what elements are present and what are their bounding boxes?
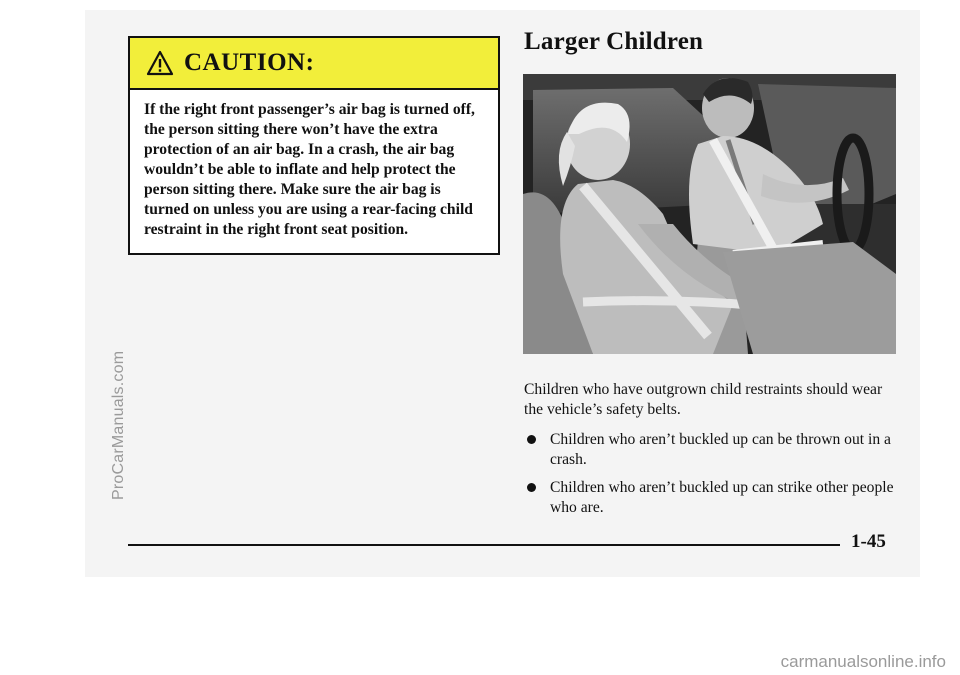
bullet-text: Children who aren’t buckled up can be thrown out in a crash. — [550, 431, 891, 468]
section-intro: Children who have outgrown child restraints should wear the vehicle’s safety belts. — [524, 381, 883, 418]
list-item — [524, 430, 904, 470]
illustration-children-seatbelt — [523, 74, 896, 354]
bullet-dot-icon — [527, 483, 536, 492]
warning-triangle-icon — [146, 50, 174, 76]
bullet-list — [524, 430, 904, 518]
side-watermark: ProCarManuals.com — [110, 350, 127, 500]
bottom-watermark: carmanualsonline.info — [780, 652, 946, 671]
page-number: 1-45 — [851, 531, 886, 552]
section-title: Larger Children — [524, 28, 704, 55]
list-item — [524, 478, 904, 518]
section-body — [524, 380, 904, 526]
bullet-dot-icon — [527, 435, 536, 444]
caution-box — [128, 36, 500, 255]
caution-header — [130, 38, 498, 90]
caution-title: CAUTION: — [184, 49, 315, 76]
seatbelt-illustration-drawing — [523, 74, 896, 354]
bullet-text: Children who aren’t buckled up can strike other people who are. — [550, 479, 894, 516]
footer-rule — [128, 544, 840, 546]
caution-text: If the right front passenger’s air bag is turned off, the person sitting there won’t have the extra protection of an air bag. In a crash, the air bag wouldn’t be able to inflate and help protect the person sitting there. Make sure the air bag is turned on unless you are using a rear-facing child restraint in the right front seat position. — [144, 101, 475, 238]
